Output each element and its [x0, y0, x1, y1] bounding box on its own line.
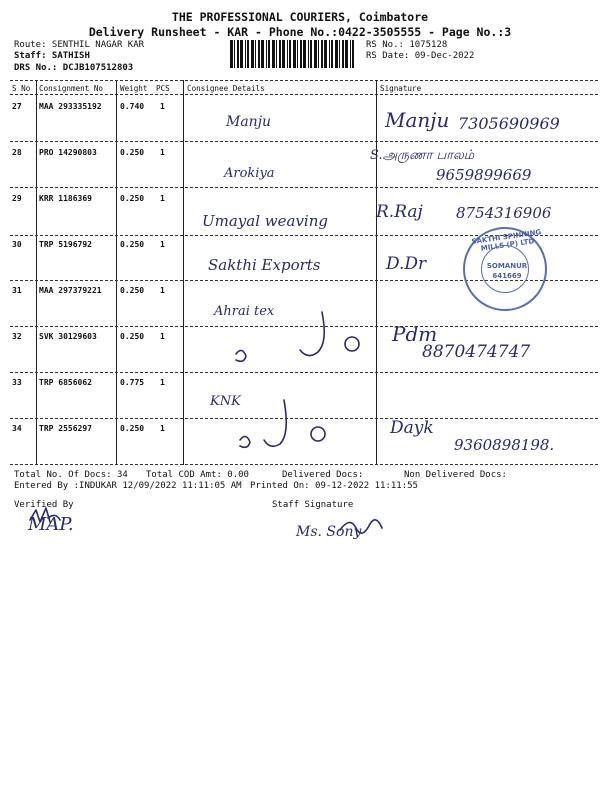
entered-by: Entered By :INDUKAR 12/09/2022 11:11:05 AM — [14, 481, 242, 491]
consignee-handwriting: KNK — [210, 394, 241, 409]
row-pcs: 1 — [160, 424, 165, 433]
row-weight: 0.250 — [120, 332, 145, 341]
row-sno: 34 — [12, 424, 22, 433]
total-cod: Total COD Amt: 0.00 — [146, 470, 249, 480]
phone-handwriting: 8754316906 — [456, 204, 552, 222]
row-sno: 30 — [12, 240, 22, 249]
row-sno: 31 — [12, 286, 22, 295]
col-weight-header: Weight — [120, 84, 148, 93]
row-consignment: KRR 1186369 — [39, 194, 92, 203]
col-consignment-header: Consignment No — [39, 84, 104, 93]
row-weight: 0.250 — [120, 424, 145, 433]
row-pcs: 1 — [160, 332, 165, 341]
phone-handwriting: 8870474747 — [422, 342, 531, 362]
row-consignment: TRP 6856062 — [39, 378, 92, 387]
delivered-docs: Delivered Docs: — [282, 470, 364, 480]
col-pcs-header: PCS — [156, 84, 170, 93]
stamp-place: SOMANUR — [486, 262, 528, 270]
signature-handwriting: D.Dr — [386, 254, 427, 274]
route-label: Route: SENTHIL NAGAR KAR — [14, 40, 145, 50]
row-pcs: 1 — [160, 240, 165, 249]
consignee-handwriting: Manju — [226, 114, 272, 130]
row-consignment: MAA 293335192 — [39, 102, 102, 111]
phone-handwriting: 9659899669 — [436, 166, 532, 184]
stamp-pin: 641669 — [492, 272, 522, 280]
row-pcs: 1 — [160, 194, 165, 203]
col-sno-header: S No — [12, 84, 31, 93]
non-delivered-docs: Non Delivered Docs: — [404, 470, 507, 480]
row-pcs: 1 — [160, 148, 165, 157]
rs-number: RS No.: 1075128 — [366, 40, 448, 50]
row-weight: 0.740 — [120, 102, 145, 111]
signature-stroke — [264, 400, 286, 446]
row-weight: 0.775 — [120, 378, 145, 387]
signature-handwriting: Manju — [385, 108, 450, 132]
row-consignment: TRP 2556297 — [39, 424, 92, 433]
row-pcs: 1 — [160, 102, 165, 111]
consignee-handwriting: Arokiya — [224, 166, 275, 181]
verified-by-label: Verified By — [14, 500, 74, 510]
staff-label: Staff: SATHISH — [14, 51, 90, 61]
col-consignee-header: Consignee Details — [187, 84, 265, 93]
staff-signature-label: Staff Signature — [272, 500, 354, 510]
col-signature-header: Signature — [380, 84, 422, 93]
consignee-handwriting: Sakthi Exports — [208, 256, 321, 274]
row-weight: 0.250 — [120, 194, 145, 203]
signature-stroke — [345, 337, 359, 351]
signature-stroke — [240, 436, 250, 447]
signature-handwriting: Pdm — [392, 322, 438, 346]
row-sno: 32 — [12, 332, 22, 341]
signature-handwriting: Dayk — [390, 418, 434, 438]
signature-handwriting: R.Raj — [376, 202, 423, 222]
company-title: THE PROFESSIONAL COURIERS, Coimbatore — [171, 10, 429, 24]
signature-stroke — [311, 427, 325, 441]
signature-stroke — [300, 312, 324, 356]
row-sno: 33 — [12, 378, 22, 387]
row-consignment: SVK 30129603 — [39, 332, 97, 341]
signature-handwriting: S.அருணா பாலம் — [370, 148, 475, 163]
staff-signature: Ms. Sony — [296, 524, 362, 540]
phone-handwriting: 7305690969 — [458, 114, 560, 133]
row-sno: 29 — [12, 194, 22, 203]
signature-stroke — [236, 350, 246, 361]
rs-date: RS Date: 09-Dec-2022 — [366, 51, 475, 61]
row-sno: 28 — [12, 148, 22, 157]
company-stamp — [463, 227, 547, 311]
row-consignment: PRO 14290803 — [39, 148, 97, 157]
phone-handwriting: 9360898198. — [454, 436, 555, 454]
row-sno: 27 — [12, 102, 22, 111]
stamp-ring-text: SAKTHI SPINNING MILLS (P) LTD — [471, 228, 542, 253]
verified-signature: MAP. — [28, 514, 74, 535]
printed-on: Printed On: 09-12-2022 11:11:55 — [250, 481, 418, 491]
row-consignment: MAA 297379221 — [39, 286, 102, 295]
row-weight: 0.250 — [120, 286, 145, 295]
row-pcs: 1 — [160, 286, 165, 295]
total-docs: Total No. Of Docs: 34 — [14, 470, 128, 480]
runsheet-subtitle: Delivery Runsheet - KAR - Phone No.:0422-3505555 - Page No.:3 — [88, 25, 512, 39]
consignee-handwriting: Ahrai tex — [214, 304, 275, 319]
row-weight: 0.250 — [120, 148, 145, 157]
drs-number: DRS No.: DCJB107512803 — [14, 63, 134, 73]
row-consignment: TRP 5196792 — [39, 240, 92, 249]
row-weight: 0.250 — [120, 240, 145, 249]
row-pcs: 1 — [160, 378, 165, 387]
consignee-handwriting: Umayal weaving — [202, 212, 328, 230]
